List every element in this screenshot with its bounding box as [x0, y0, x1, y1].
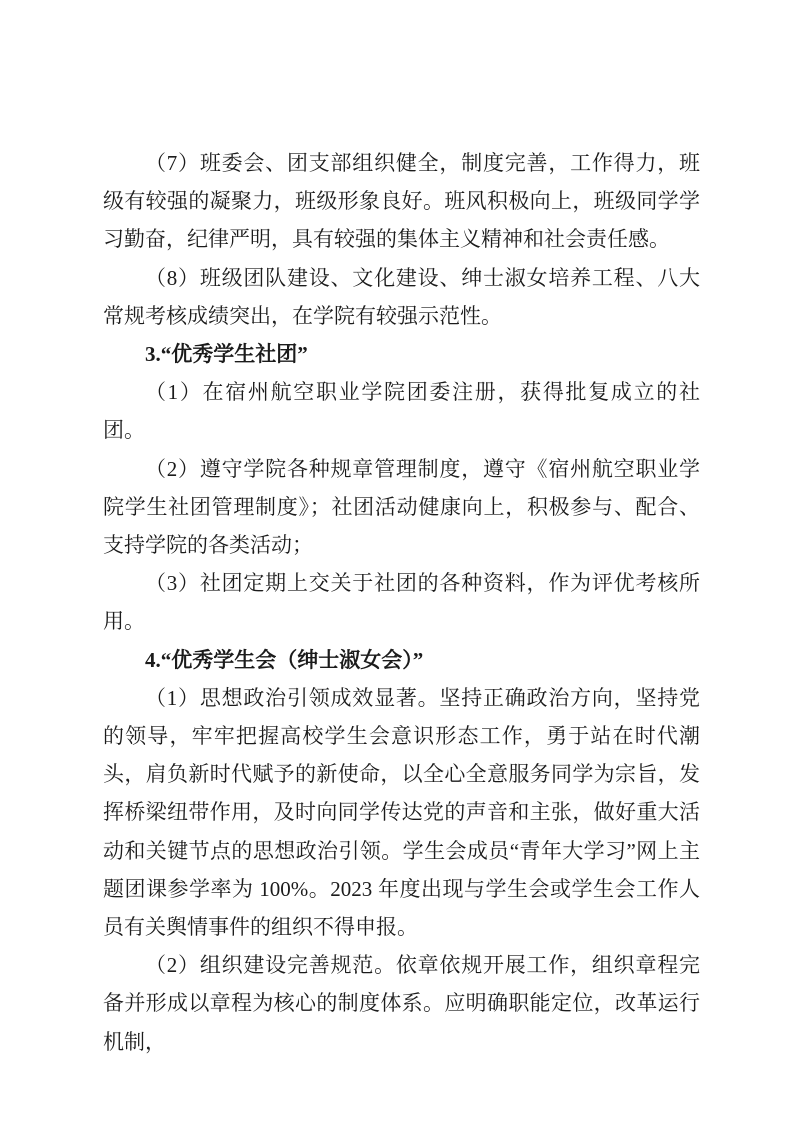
body-paragraph-4-1: （1）思想政治引领成效显著。坚持正确政治方向，坚持党的领导，牢牢把握高校学生会意识形态工作，勇于站在时代潮头，肩负新时代赋予的新使命，以全心全意服务同学为宗旨，发挥桥梁纽带作用，及时向同学传达党的声音和主张，做好重大活动和关键节点的思想政治引领。学生会成员“青年大学习”网上主题团课参学率为 100%。2023 年度出现与学生会或学生会工作人员有关舆情事件的组织不得申报。 — [103, 685, 700, 940]
body-paragraph-3-2: （2）遵守学院各种规章管理制度，遵守《宿州航空职业学院学生社团管理制度》；社团活动健康向上，积极参与、配合、支持学院的各类活动； — [103, 456, 700, 558]
body-paragraph-7: （7）班委会、团支部组织健全，制度完善，工作得力，班级有较强的凝聚力，班级形象良好。班风积极向上，班级同学学习勤奋，纪律严明，具有较强的集体主义精神和社会责任感。 — [103, 151, 700, 252]
body-paragraph-3-1: （1）在宿州航空职业学院团委注册，获得批复成立的社团。 — [103, 380, 700, 443]
body-paragraph-3-3: （3）社团定期上交关于社团的各种资料，作为评优考核所用。 — [103, 571, 700, 634]
body-paragraph-8: （8）班级团队建设、文化建设、绅士淑女培养工程、八大常规考核成绩突出，在学院有较强示范性。 — [103, 265, 700, 328]
body-paragraph-4-2: （2）组织建设完善规范。依章依规开展工作，组织章程完备并形成以章程为核心的制度体系。应明确职能定位，改革运行机制， — [103, 953, 700, 1054]
section-heading-3: 3.“优秀学生社团” — [145, 342, 308, 367]
section-heading-4: 4.“优秀学生会（绅士淑女会）” — [145, 647, 424, 672]
